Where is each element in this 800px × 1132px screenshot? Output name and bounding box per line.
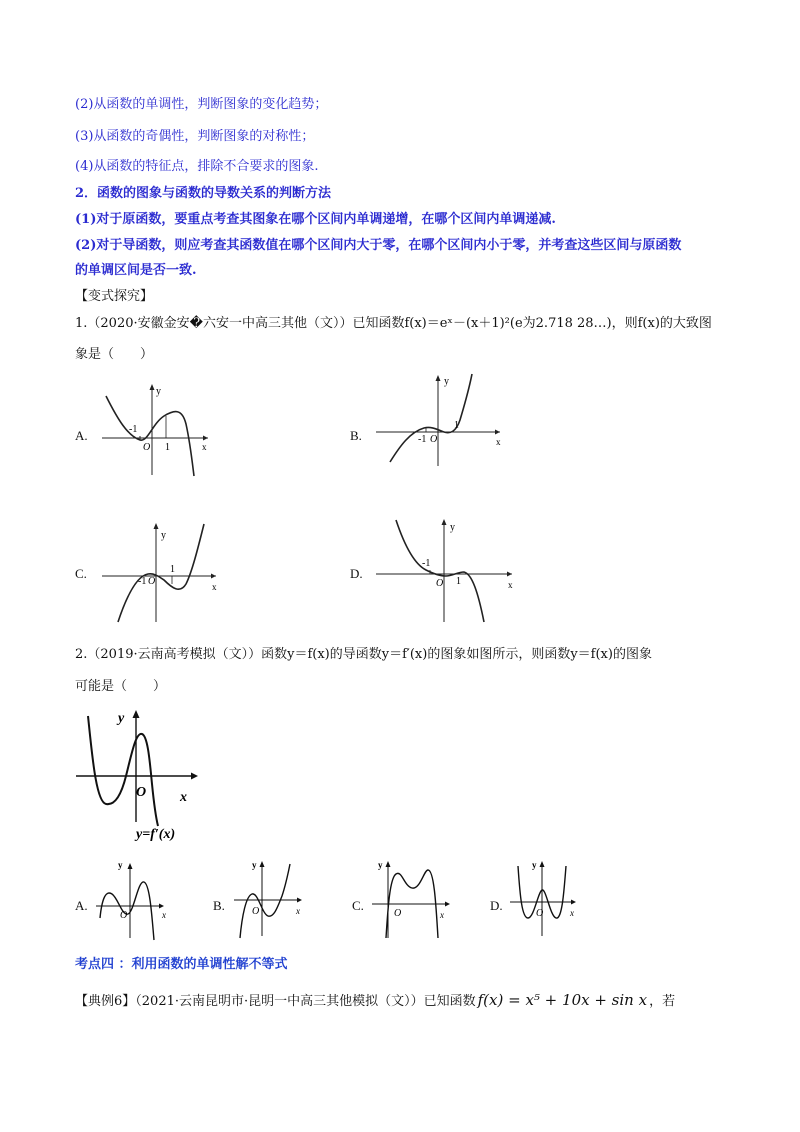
q1-option-d-graph[interactable] bbox=[372, 514, 520, 626]
q1-option-a-label[interactable]: A. bbox=[75, 428, 88, 443]
q2-derivative-graph bbox=[74, 704, 204, 842]
q2-stem-line2: 可能是（ ） bbox=[75, 679, 167, 694]
q2-option-a-label[interactable]: A. bbox=[75, 898, 88, 913]
q1-stem-line2: 象是（ ） bbox=[75, 347, 154, 362]
section2-point1: (1)对于原函数，要重点考查其图象在哪个区间内单调递增，在哪个区间内单调递减. bbox=[75, 212, 556, 227]
q2-stem-line1: 2.（2019·云南高考模拟（文））函数y＝f(x)的导函数y＝f′(x)的图象如图所示，则函数y＝f(x)的图象 bbox=[75, 647, 652, 662]
q2d-origin: O bbox=[536, 908, 544, 919]
q2a-y-label: y bbox=[118, 860, 123, 870]
example6-suffix: ，若 bbox=[649, 994, 676, 1009]
q1d-y-label: y bbox=[450, 522, 455, 533]
q2b-y-label: y bbox=[252, 860, 257, 870]
q1-option-b-label[interactable]: B. bbox=[350, 428, 362, 443]
q1b-x-label: x bbox=[496, 437, 501, 447]
q1d-x-label: x bbox=[508, 580, 513, 590]
q1c-pos-tick: 1 bbox=[170, 564, 175, 575]
q1a-y-label: y bbox=[156, 386, 161, 397]
q1a-origin: O bbox=[143, 442, 151, 453]
q1a-neg-tick: -1 bbox=[129, 424, 138, 435]
q2b-x-label: x bbox=[296, 906, 300, 916]
section2-point2-line1: (2)对于导函数，则应考查其函数值在哪个区间内大于零，在哪个区间内小于零，并考查这些区间与原函数 bbox=[75, 238, 682, 253]
q1c-origin: O bbox=[148, 576, 156, 587]
q2b-origin: O bbox=[252, 906, 260, 917]
method-step-2: (2)从函数的单调性，判断图象的变化趋势； bbox=[75, 97, 328, 112]
q1a-x-label: x bbox=[202, 442, 207, 452]
q1-option-b-graph[interactable] bbox=[372, 370, 512, 470]
q2-option-b-graph[interactable] bbox=[232, 856, 312, 940]
q1-stem-line1: 1.（2020·安徽金安�六安一中高三其他（文））已知函数f(x)＝eˣ－(x＋1)²(e为2.718 28…)，则f(x)的大致图 bbox=[75, 316, 712, 331]
q1-option-a-graph[interactable] bbox=[98, 380, 216, 478]
q2-main-caption: y=f′(x) bbox=[136, 827, 176, 842]
q2c-y-label: y bbox=[378, 860, 383, 870]
method-step-4: (4)从函数的特征点，排除不合要求的图象. bbox=[75, 159, 319, 174]
q2a-origin: O bbox=[120, 910, 128, 921]
q1b-neg-tick: -1 bbox=[418, 434, 427, 445]
q2c-origin: O bbox=[394, 908, 402, 919]
section2-title: 2．函数的图象与函数的导数关系的判断方法 bbox=[75, 186, 332, 201]
q2-option-b-label[interactable]: B. bbox=[213, 898, 225, 913]
q1d-pos-tick: 1 bbox=[456, 576, 461, 587]
q1d-origin: O bbox=[436, 578, 444, 589]
example6-formula: f(x) = x⁵ + 10x + sin x bbox=[477, 991, 648, 1009]
q1b-y-label: y bbox=[444, 376, 449, 387]
q2-option-d-graph[interactable] bbox=[508, 856, 588, 940]
q2-option-c-label[interactable]: C. bbox=[352, 898, 364, 913]
variant-header: 【变式探究】 bbox=[75, 289, 154, 304]
q2-option-a-graph[interactable] bbox=[94, 858, 174, 942]
q1-option-c-label[interactable]: C. bbox=[75, 566, 87, 581]
q2-main-y-label: y bbox=[118, 711, 125, 726]
q1a-pos-tick: 1 bbox=[165, 442, 170, 453]
example6-line bbox=[75, 991, 675, 1011]
q1b-origin: O bbox=[430, 434, 438, 445]
q1c-neg-tick: -1 bbox=[138, 576, 147, 587]
q1d-neg-tick: -1 bbox=[422, 558, 431, 569]
q2-option-d-label[interactable]: D. bbox=[490, 898, 503, 913]
q1c-x-label: x bbox=[212, 582, 217, 592]
q2-option-c-graph[interactable] bbox=[370, 856, 460, 940]
q2a-x-label: x bbox=[162, 910, 166, 920]
method-step-3: (3)从函数的奇偶性，判断图象的对称性； bbox=[75, 129, 315, 144]
example6-prefix: 【典例6】（2021·云南昆明市·昆明一中高三其他模拟（文））已知函数 bbox=[75, 994, 476, 1009]
q1b-pos-tick: 1 bbox=[454, 420, 459, 431]
q2d-x-label: x bbox=[570, 908, 574, 918]
q2-main-x-label: x bbox=[180, 790, 187, 805]
q2-main-origin: O bbox=[136, 785, 147, 800]
q2d-y-label: y bbox=[532, 860, 537, 870]
q2c-x-label: x bbox=[440, 910, 444, 920]
section2-point2-line2: 的单调区间是否一致. bbox=[75, 263, 197, 278]
q1-option-d-label[interactable]: D. bbox=[350, 566, 363, 581]
q1c-y-label: y bbox=[161, 530, 166, 541]
kaodian4-heading: 考点四 ：利用函数的单调性解不等式 bbox=[75, 957, 288, 972]
q1-option-c-graph[interactable] bbox=[98, 518, 222, 626]
